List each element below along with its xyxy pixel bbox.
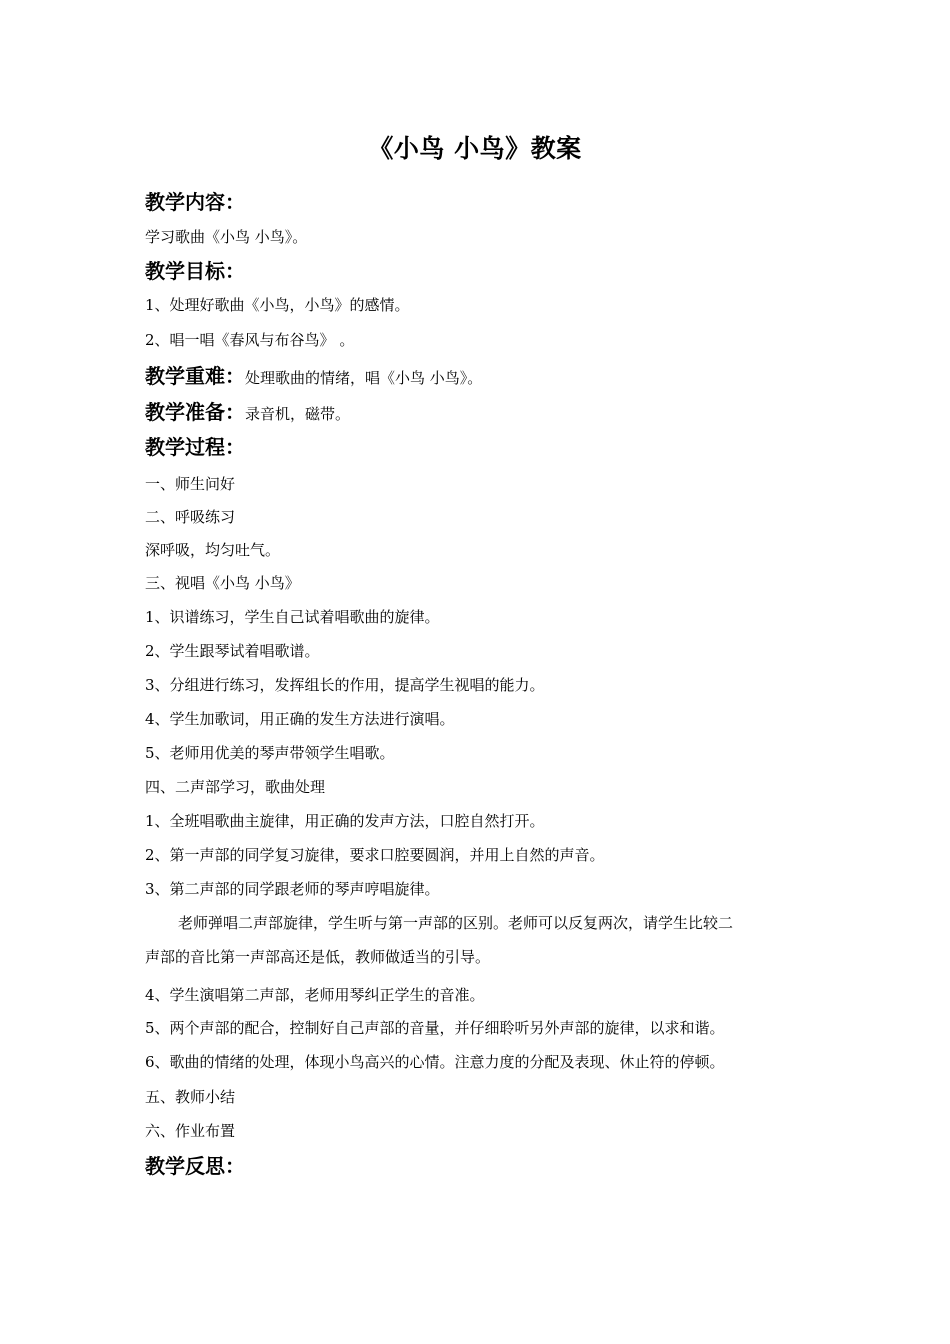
heading-key-points xyxy=(145,362,482,392)
document-title: 《小鸟 小鸟》教案 xyxy=(368,134,582,163)
process-step-4-item-4: 4、学生演唱第二声部，老师用琴纠正学生的音准。 xyxy=(145,986,485,1004)
preparation-text: 录音机，磁带。 xyxy=(245,405,351,423)
goal-item-2: 2、唱一唱《春风与布谷鸟》 。 xyxy=(145,331,355,349)
process-step-3-item-3: 3、分组进行练习，发挥组长的作用，提高学生视唱的能力。 xyxy=(145,676,545,694)
process-step-4-item-2: 2、第一声部的同学复习旋律，要求口腔要圆润，并用上自然的声音。 xyxy=(145,846,605,864)
paragraph-line-1: 老师弹唱二声部旋律，学生听与第一声部的区别。老师可以反复两次，请学生比较二 xyxy=(178,914,734,932)
heading-key-points-label: 教学重难： xyxy=(145,364,245,388)
process-step-2: 二、呼吸练习 xyxy=(145,508,236,526)
paragraph-line-2: 声部的音比第一声部高还是低，教师做适当的引导。 xyxy=(145,948,491,966)
process-step-4-item-3: 3、第二声部的同学跟老师的琴声哼唱旋律。 xyxy=(145,880,440,898)
key-points-text: 处理歌曲的情绪，唱《小鸟 小鸟》。 xyxy=(245,369,483,387)
process-step-3: 三、视唱《小鸟 小鸟》 xyxy=(145,574,300,592)
process-step-3-item-2: 2、学生跟琴试着唱歌谱。 xyxy=(145,642,320,660)
heading-teaching-reflection: 教学反思： xyxy=(145,1154,245,1178)
goal-item-1: 1、处理好歌曲《小鸟，小鸟》的感情。 xyxy=(145,296,410,314)
process-step-3-item-5: 5、老师用优美的琴声带领学生唱歌。 xyxy=(145,744,395,762)
process-step-4-item-5: 5、两个声部的配合，控制好自己声部的音量，并仔细聆听另外声部的旋律，以求和谐。 xyxy=(145,1019,725,1037)
process-step-1: 一、师生问好 xyxy=(145,475,236,493)
process-step-6: 六、作业布置 xyxy=(145,1122,236,1140)
process-step-4-item-1: 1、全班唱歌曲主旋律，用正确的发声方法，口腔自然打开。 xyxy=(145,812,545,830)
process-step-3-item-1: 1、识谱练习，学生自己试着唱歌曲的旋律。 xyxy=(145,608,440,626)
heading-teaching-process: 教学过程： xyxy=(145,435,245,459)
process-step-5: 五、教师小结 xyxy=(145,1088,236,1106)
process-step-4-paragraph xyxy=(145,906,810,974)
heading-preparation-label: 教学准备： xyxy=(145,400,245,424)
process-step-4-item-6: 6、歌曲的情绪的处理，体现小鸟高兴的心情。注意力度的分配及表现、休止符的停顿。 xyxy=(145,1053,725,1071)
process-step-2-detail: 深呼吸，均匀吐气。 xyxy=(145,541,281,559)
heading-teaching-content: 教学内容： xyxy=(145,190,245,214)
teaching-content-text: 学习歌曲《小鸟 小鸟》。 xyxy=(145,228,308,246)
process-step-4: 四、二声部学习，歌曲处理 xyxy=(145,778,326,796)
process-step-3-item-4: 4、学生加歌词，用正确的发生方法进行演唱。 xyxy=(145,710,455,728)
heading-teaching-goals: 教学目标： xyxy=(145,259,245,283)
heading-preparation xyxy=(145,398,350,428)
